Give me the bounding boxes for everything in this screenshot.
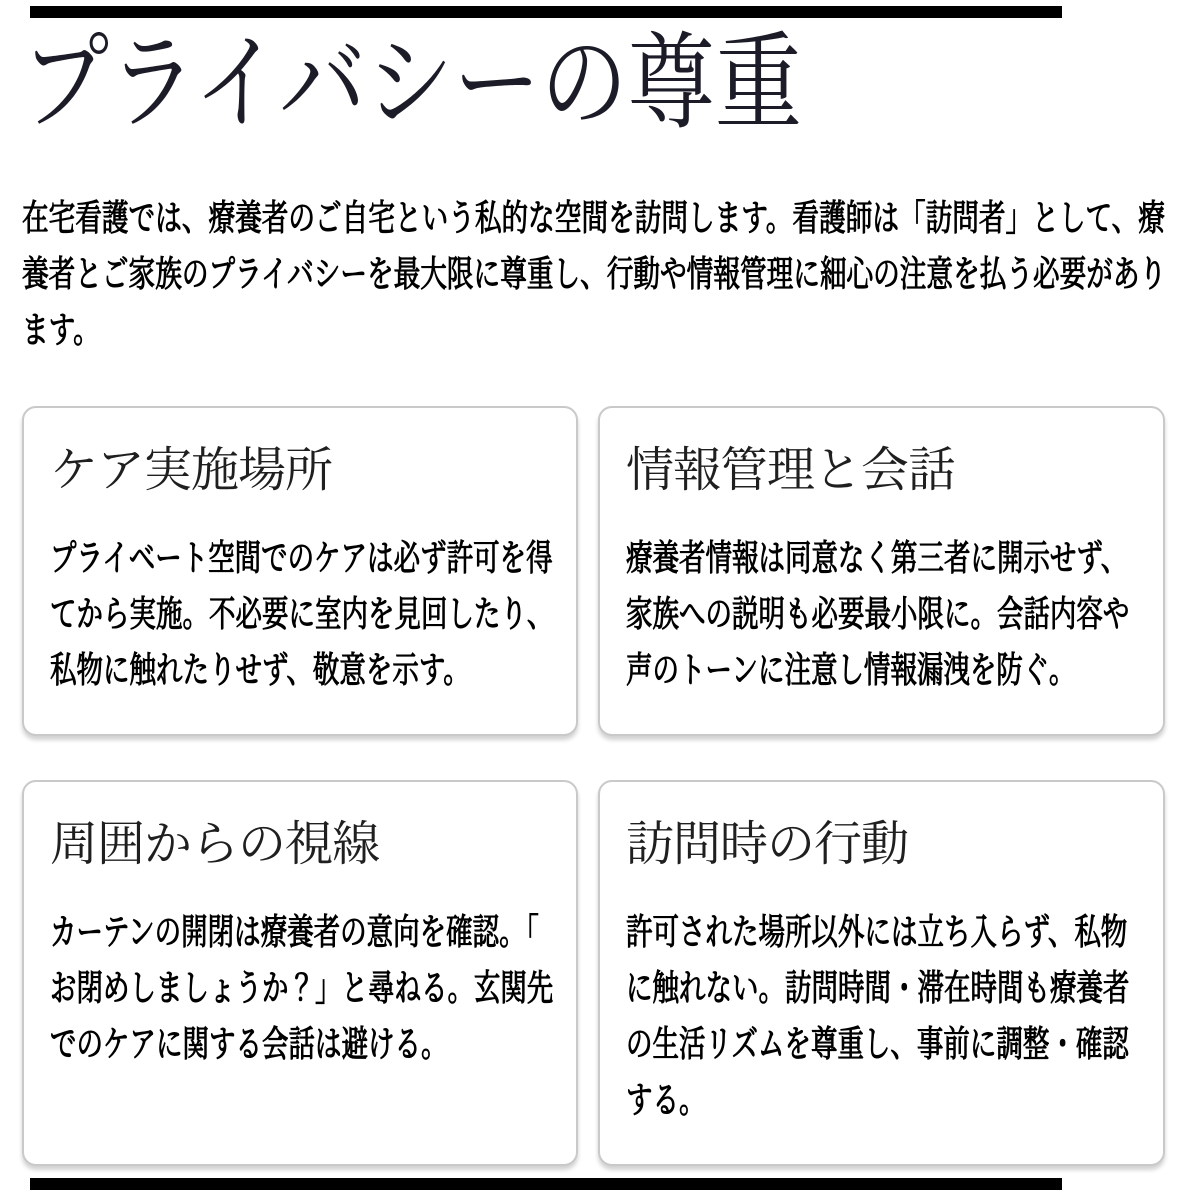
card-title: ケア実施場所 [50,444,333,497]
intro-line: 在宅看護では、療養者のご自宅という私的な空間を訪問します。看護師は「訪問者」として、療 [22,197,1165,238]
card-title: 周囲からの視線 [50,818,380,871]
card-body-line: お閉めしましょうか？」と尋ねる。玄関先 [50,967,554,1008]
card-body [50,904,558,1072]
intro-line: 養者とご家族のプライバシーを最大限に尊重し、行動や情報管理に細心の注意を払う必要があり [22,253,1167,294]
card-visit-conduct [598,780,1165,1166]
card-body-line: 許可された場所以外には立ち入らず、私物 [626,911,1128,952]
card-care-location [22,406,578,736]
card-body-line: 私物に触れたりせず、敬意を示す。 [50,649,470,690]
intro-line: ます。 [22,309,100,350]
card-body-line: 声のトーンに注意し情報漏洩を防ぐ。 [626,649,1076,690]
card-body-line: の生活リズムを尊重し、事前に調整・確認 [626,1023,1129,1064]
card-body-line: カーテンの開閉は療養者の意向を確認。「 [50,911,539,952]
intro-paragraph [22,190,1170,358]
page-title [22,22,1165,152]
card-body [626,904,1134,1128]
card-body-line: する。 [626,1079,706,1120]
card-body-line: プライベート空間でのケアは必ず許可を得 [50,537,553,578]
card-body-line: 療養者情報は同意なく第三者に開示せず、 [626,537,1128,578]
bottom-rule [30,1178,1062,1190]
card-grid [22,406,1165,1166]
card-body [50,530,558,698]
card-title: 情報管理と会話 [626,444,956,497]
card-body-line: 家族への説明も必要最小限に。会話内容や [626,593,1130,634]
card-body [626,530,1134,698]
card-body-line: でのケアに関する会話は避ける。 [50,1023,448,1064]
card-body-line: てから実施。不必要に室内を見回したり、 [50,593,554,634]
document-content [22,0,1165,1166]
page-title-text: プライバシーの尊重 [22,25,803,142]
card-information-management [598,406,1165,736]
card-title: 訪問時の行動 [626,818,909,871]
card-body-line: に触れない。訪問時間・滞在時間も療養者 [626,967,1130,1008]
card-surrounding-gaze [22,780,578,1166]
